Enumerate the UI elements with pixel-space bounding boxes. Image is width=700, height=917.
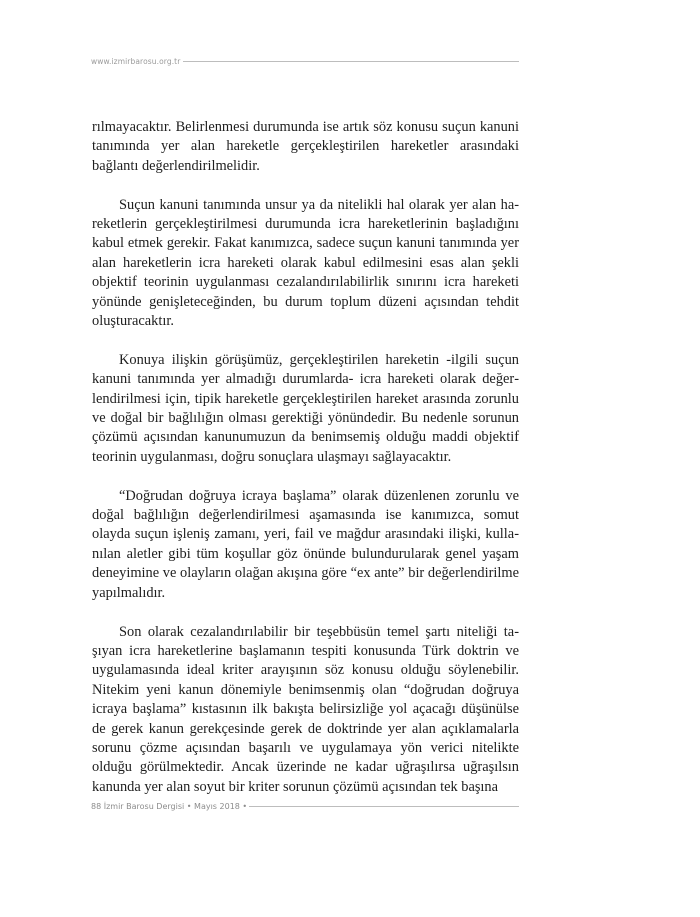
paragraph: Son olarak cezalandırılabilir bir teşebbüsün temel şartı niteliği taşıyan icra hareketlerine başlamanın tespiti konusunda Türk doktrin ve uygulamasında ideal kriter arayışının söz konusu olduğu söylenebilir. Nitekim yeni kanun dönemiyle benimsenmiş olan “doğrudan doğruya icraya başlama” kıstasının ilk bakışta belirsizliğe yol açacağı düşünülse de gerek kanun gerekçesinde gerek de doktrinde yer alan açıklamalarla sorunu çözme açısından başarılı ve uygulamaya yön verici nitelikte olduğu görülmektedir. Ancak üzerinde ne kadar uğraşılırsa uğraşılsın kanunda yer alan soyut bir kriter sorunun çözümü açısından tek başına [92, 623, 519, 795]
header-url: www.izmirbarosu.org.tr [91, 56, 181, 66]
header-rule [183, 61, 519, 62]
paragraph: Suçun kanuni tanımında unsur ya da nitelikli hal olarak yer alan hareketlerin gerçekleştirilmesi durumunda icra hareketlerinin başladığını kabul etmek gerekir. Fakat kanımızca, sadece suçun kanuni tanımında yer alan hareketlerin icra hareketi olarak kabul edilmesini esas alan şekli objektif teorinin uygulanması cezalandırılabilirlik sınırını icra hareketi yönünde genişleteceğinden, bu durum toplum düzeni açısından tehdit oluşturacaktır. [92, 196, 519, 330]
paragraph: “Doğrudan doğruya icraya başlama” olarak düzenlenen zorunlu ve doğal bağlılığın değerlendirilmesi aşamasında ise kanımızca, somut olayda suçun işleniş zamanı, yeri, fail ve mağdur arasındaki ilişki, kullanılan aletler gibi tüm koşullar göz önünde bulundurularak genel yaşam deneyimine ve olayların olağan akışına göre “ex ante” bir değerlendirilme yapılmalıdır. [92, 487, 519, 601]
page-footer [91, 800, 519, 812]
body-text [92, 118, 519, 817]
footer-rule [249, 806, 519, 807]
paragraph: rılmayacaktır. Belirlenmesi durumunda ise artık söz konusu suçun kanuni tanımında yer alan hareketle gerçekleştirilen hareketler arasındaki bağlantı değerlendirilmelidir. [92, 119, 519, 174]
page-header [91, 55, 519, 67]
footer-text: 88 İzmir Barosu Dergisi • Mayıs 2018 • [91, 801, 248, 811]
paragraph: Konuya ilişkin görüşümüz, gerçekleştirilen hareketin -ilgili suçun kanuni tanımında yer almadığı durumlarda- icra hareketi olarak değerlendirilmesi için, tipik hareketle gerçekleştirilen hareket arasında zorunlu ve doğal bir bağlılığın olması gerektiği yönündedir. Bu nedenle sorunun çözümü açısından kanunumuzun da benimsemiş olduğu maddi objektif teorinin uygulanması, doğru sonuçlara ulaşmayı sağlayacaktır. [92, 351, 519, 465]
